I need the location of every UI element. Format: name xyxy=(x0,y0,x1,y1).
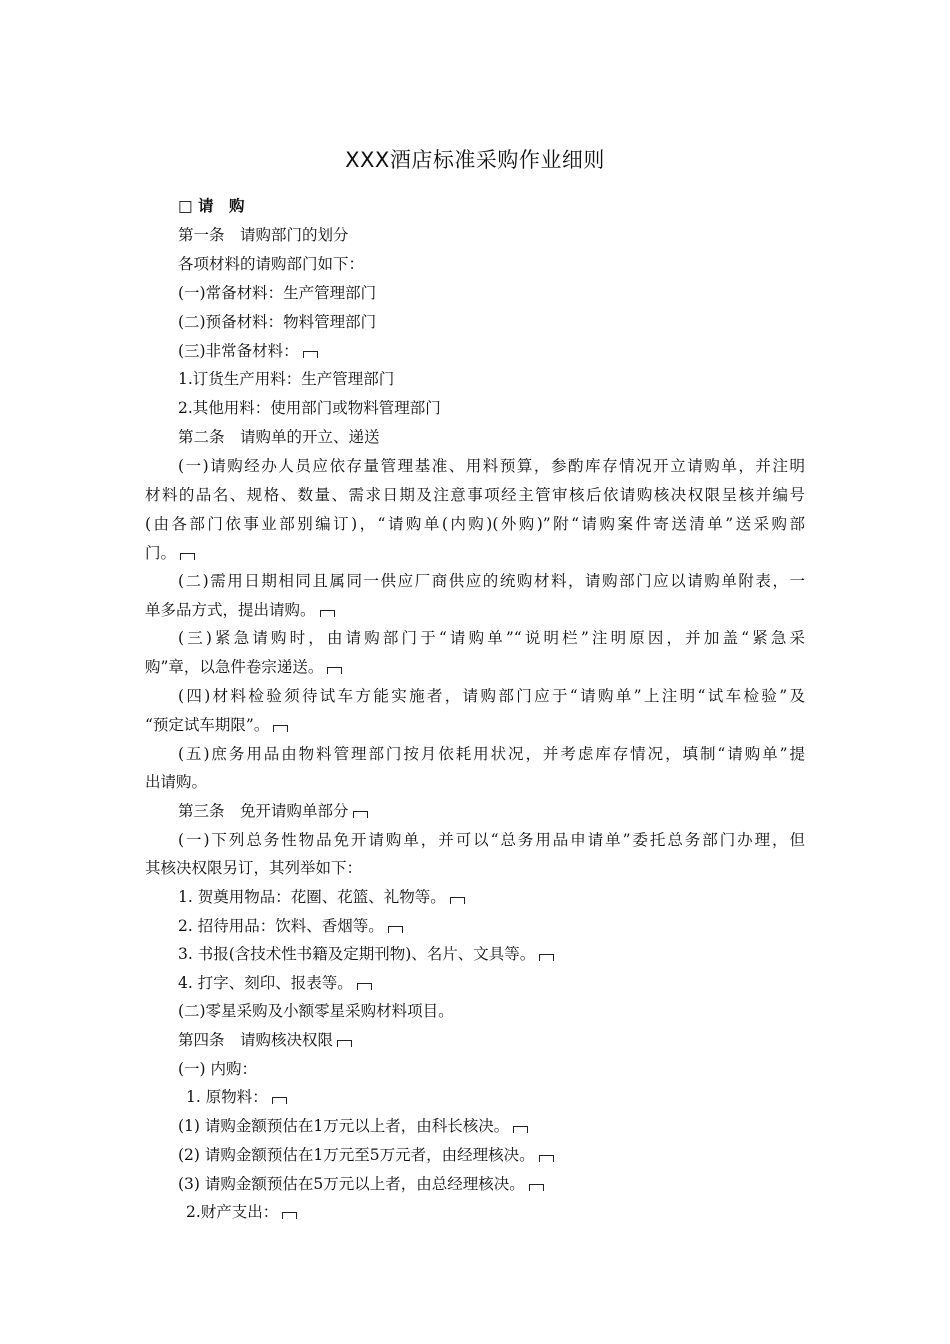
body-line xyxy=(178,1029,352,1051)
body-line-text: 4. 打字、刻印、报表等。 xyxy=(178,974,353,992)
paragraph-mark-icon xyxy=(272,1097,287,1104)
body-line xyxy=(178,311,376,333)
body-line xyxy=(178,685,805,707)
paragraph-mark-icon xyxy=(539,954,554,961)
body-line-text: (一)常备材料：生产管理部门 xyxy=(178,284,377,302)
body-line-text: 其核决权限另订，其列举如下： xyxy=(145,859,363,877)
body-line xyxy=(145,542,195,564)
paragraph-mark-icon xyxy=(513,1126,528,1133)
body-line-text: (五)庶务用品由物料管理部门按月依耗用状况，并考虑库存情况，填制“请购单”提 xyxy=(178,745,805,763)
body-line-text: (三)非常备材料： xyxy=(178,342,299,360)
body-line xyxy=(178,224,349,246)
paragraph-mark-icon xyxy=(273,725,288,732)
body-line-text: 材料的品名、规格、数量、需求日期及注意事项经主管审核后依请购核决权限呈核并编号 xyxy=(145,486,805,504)
body-line-text: 第一条 请购部门的划分 xyxy=(178,226,349,244)
body-line xyxy=(178,1144,554,1166)
body-line xyxy=(178,455,805,477)
section-heading: □ 请 购 xyxy=(178,196,245,215)
body-line-text: (一)请购经办人员应依存量管理基准、用料预算，参酌库存情况开立请购单，并注明 xyxy=(178,457,805,475)
body-line-text: 1. 原物料： xyxy=(186,1088,268,1106)
paragraph-mark-icon xyxy=(327,667,342,674)
body-line-text: (四)材料检验须待试车方能实施者，请购部门应于“请购单”上注明“试车检验”及 xyxy=(178,687,805,705)
body-line-text: 第三条 免开请购单部分 xyxy=(178,802,349,820)
body-line xyxy=(178,743,805,765)
paragraph-mark-icon xyxy=(388,926,403,933)
body-line-text: 第二条 请购单的开立、递送 xyxy=(178,428,380,446)
paragraph-mark-icon xyxy=(180,553,195,560)
body-line-text: 3. 书报(含技术性书籍及定期刊物)、名片、文具等。 xyxy=(178,945,536,963)
body-line xyxy=(178,368,394,390)
body-line xyxy=(145,484,805,506)
body-line-text: 1. 贺奠用物品：花圈、花篮、礼物等。 xyxy=(178,888,446,906)
body-line-text: (二)预备材料：物料管理部门 xyxy=(178,313,377,331)
body-line xyxy=(186,1201,297,1223)
body-line xyxy=(178,1058,257,1080)
body-line xyxy=(178,800,368,822)
body-line-text: “预定试车期限”。 xyxy=(145,716,270,734)
paragraph-mark-icon xyxy=(539,1155,554,1162)
body-line-text: 2. 招待用品：饮料、香烟等。 xyxy=(178,917,384,935)
body-line-text: (1) 请购金额预估在1万元以上者，由科长核决。 xyxy=(178,1117,510,1135)
body-line xyxy=(178,253,364,275)
body-line-text: 单多品方式，提出请购。 xyxy=(145,601,316,619)
body-line xyxy=(178,886,465,908)
body-line xyxy=(178,282,376,304)
body-line-text: 2.其他用料：使用部门或物料管理部门 xyxy=(178,399,441,417)
body-line xyxy=(178,915,403,937)
paragraph-mark-icon xyxy=(337,1040,352,1047)
body-line xyxy=(178,943,554,965)
body-line-text: (二)零星采购及小额零星采购材料项目。 xyxy=(178,1002,454,1020)
body-line xyxy=(145,513,805,535)
body-line xyxy=(178,426,380,448)
body-line xyxy=(178,1000,454,1022)
body-line xyxy=(178,627,805,649)
body-line-text: (3) 请购金额预估在5万元以上者，由总经理核决。 xyxy=(178,1175,525,1193)
paragraph-mark-icon xyxy=(357,983,372,990)
body-line-text: (二)需用日期相同且属同一供应厂商供应的统购材料，请购部门应以请购单附表，一 xyxy=(178,572,805,590)
body-line xyxy=(178,829,805,851)
paragraph-mark-icon xyxy=(303,351,318,358)
body-line-text: (由各部门依事业部别编订)，“请购单(内购)(外购)”附“请购案件寄送清单”送采购部 xyxy=(145,515,805,533)
body-line xyxy=(145,771,207,793)
body-line-text: 购”章，以急件卷宗递送。 xyxy=(145,658,324,676)
body-line xyxy=(145,656,342,678)
body-line xyxy=(145,599,335,621)
body-line xyxy=(178,1115,528,1137)
body-line-text: 2.财产支出： xyxy=(186,1203,279,1221)
body-line xyxy=(178,972,372,994)
body-line xyxy=(178,570,805,592)
body-line-text: 1.订货生产用料：生产管理部门 xyxy=(178,370,395,388)
body-line xyxy=(145,857,362,879)
body-line-text: 门。 xyxy=(145,544,177,562)
body-line-text: 第四条 请购核决权限 xyxy=(178,1031,334,1049)
body-line xyxy=(178,397,441,419)
paragraph-mark-icon xyxy=(282,1212,297,1219)
body-line xyxy=(145,714,288,736)
document-title: XXX酒店标准采购作业细则 xyxy=(345,148,605,172)
body-line-text: (一) 内购： xyxy=(178,1060,258,1078)
body-line-text: 各项材料的请购部门如下： xyxy=(178,255,365,273)
body-line-text: 出请购。 xyxy=(145,773,208,791)
body-line-text: (一)下列总务性物品免开请购单，并可以“总务用品申请单”委托总务部门办理，但 xyxy=(178,831,805,849)
paragraph-mark-icon xyxy=(450,897,465,904)
body-line xyxy=(178,340,318,362)
body-line-text: (2) 请购金额预估在1万元至5万元者，由经理核决。 xyxy=(178,1146,535,1164)
paragraph-mark-icon xyxy=(353,811,368,818)
body-line xyxy=(178,1173,544,1195)
paragraph-mark-icon xyxy=(320,610,335,617)
body-line xyxy=(186,1086,287,1108)
body-line-text: (三)紧急请购时，由请购部门于“请购单”“说明栏”注明原因，并加盖“紧急采 xyxy=(178,629,805,647)
paragraph-mark-icon xyxy=(529,1184,544,1191)
